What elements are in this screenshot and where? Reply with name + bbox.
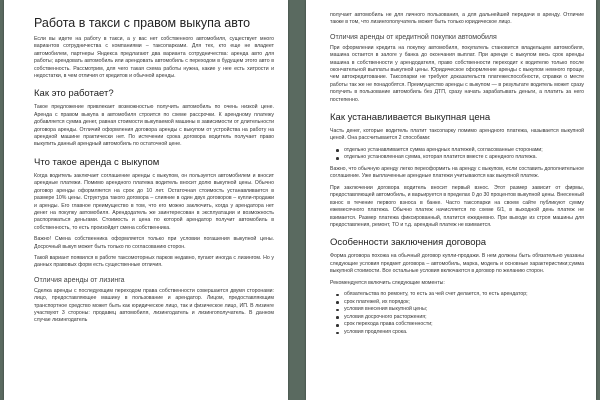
leasing-difference-paragraph: Сделка аренды с последующим переходом права собственности совершается двумя сторонами: лицо, предоставляющее машину в пользование и арендатор. Лицом, предоставляющим транспортное средство может быть как юридическое лицо, так и физическое лицо, ИП. В лизинге участвуют 3 стороны: продавец автомобиля, лизингодатель и лизингополучатель. В данном случае лизингодатель xyxy=(34,287,274,324)
document-page-left xyxy=(4,0,288,400)
list-item: отдельно установленная сумма, которая платится вместе с арендного платежа. xyxy=(344,154,584,162)
page-content xyxy=(4,0,288,325)
what-is-lease-paragraph-2: Важно! Смена собственника оформляется только при условии погашения выкупной цены. Досрочный выкуп может быть только по согласованию сторон. xyxy=(34,236,274,250)
continued-paragraph: получает автомобиль не для личного пользования, а для дальнейшей передачи в аренду. Отличие также в том, что лизингополучатель может быть только юридическое лицо. xyxy=(330,12,584,26)
contract-terms-list xyxy=(330,291,584,337)
how-it-works-paragraph: Такое предложение привлекает возможностью получить автомобиль по очень низкой цене. Аренда с правом выкупа в автомобиля строится по схеме рассрочки. К арендному платежу добавляется сумма денег, равная стоимости выкупаемой машины в зависимости от длительности договора аренды. Отличий оформления договора аренды с выкупом от устройства на работу на арендной машине практически нет. По истечении срока договора водитель получает право выкупить данный арендный автомобиль по остаточной цене. xyxy=(34,104,274,148)
heading-price: Как устанавливается выкупная цена xyxy=(330,112,491,124)
what-is-lease-paragraph-3: Такой вариант появился в работе таксомоторных парков недавно, пугают иногда с лизингом. Но у данных правовых форм есть существенные отличия. xyxy=(34,254,274,269)
what-is-lease-paragraph-1: Когда водитель заключает соглашение аренды с выкупом, он пользуется автомобилем и вносит арендные платежи. Помимо арендного платежа водитель вносит долю выкупной цены. Обычно договор аренды оформляется на срок до 10 лет. Остаточная стоимость устанавливается в размере 10% цены. Структура такого договора – слияние в один двух договоров – купли-продажи и аренды. Его главное преимущество в том, что его можно заключить, когда у арендатора нет денег на покупку автомобиля. Арендодатель же заинтересован в эксплуатации и возможность распоряжаться деньгами. Стоимость и цена по которой арендатор получит автомобиль в собственность, то есть произойдет смена собственника. xyxy=(34,172,274,231)
heading-credit-difference: Отличия аренды от кредитной покупки автомобиля xyxy=(330,33,497,41)
list-item: условия досрочного расторжения; xyxy=(344,314,584,322)
price-paragraph-2: Важно, что обычную аренду легко переоформить на аренду с выкупом, если составить дополнительное соглашение. Уже выплаченные арендные платежи учитываются как выкупной платеж. xyxy=(330,166,584,180)
list-item: срок платежей, их порядок; xyxy=(344,299,584,307)
list-item: условия внесения выкупной цены; xyxy=(344,306,584,314)
list-item: обязательства по ремонту, то есть за чей счет делается, то есть арендатор; xyxy=(344,291,584,299)
intro-paragraph: Если вы идете на работу в такси, а у вас нет собственного автомобиля, существует много вариантов сотрудничества с компаниями – таксопарками. Для тех, кто еще не владеет автомобилем, партнеры Яндекса предлагают два варианта сотрудничества: аренда авто для работы; арендовать автомобиль или арендовать автомобиль с переходом в будущем этого авто в собственность. Рассмотрим, для чего такая схема работы нужна, какие у нее есть хитрости и недостатки, в чем отличия от кредитов и обычной аренды. xyxy=(34,36,274,80)
list-item: срок перехода права собственности; xyxy=(344,321,584,329)
heading-what-is-lease: Что такое аренда с выкупом xyxy=(34,156,160,168)
credit-difference-paragraph: При оформлении кредита на покупку автомобиля, покупатель становится владельцем автомобиля, машина остается в залоге у банка до окончания выплат. При аренде с выкупом весь срок аренды машина в собственности у арендодателя, право собственности переходит к водителю только после окончательной выплаты выкупной цены. Юридическое оформление аренды с выкупом немного проще, чем автокредитование. Таксопарки не требуют доказательств платежеспособности, справки о месте работы так же не понадобятся. Преимущество аренды с выкупом — в результате водитель может сразу получить в пользование автомобиль без ДТП, сразу начать зарабатывать деньги, а платить за него постепенно. xyxy=(330,44,584,103)
document-title: Работа в такси с правом выкупа авто xyxy=(34,16,251,30)
heading-leasing-difference: Отличия аренды от лизинга xyxy=(34,276,125,284)
heading-contract-features: Особенности заключения договора xyxy=(330,237,487,249)
heading-how-it-works: Как это работает? xyxy=(34,88,114,100)
list-item: условия продления срока. xyxy=(344,329,584,337)
price-paragraph-3: При заключении договора водитель вносит первый взнос. Этот размер зависит от фирмы, предоставляющей автомобиль, и варьируется в пределах 0 до 30 процентов выкупной цены. Внесенный взнос в течение первого взноса в банке. Часто таксопарки на своем сайте публикуют сумму ежемесячного платежа. Обычно платеж начисляется по схеме 6/1, в выходной день платеж не взимается. Размер платежа фиксированный, платится ежедневно. При выходе из строя машины для предоставления, ремонт, ТО и т.д. арендный платеж не взимается. xyxy=(330,184,584,228)
contract-features-paragraph: Форма договора похожа на обычный договор купли-продажи. В нем должны быть обязательно указаны следующие условия предмет договора – автомобиль, марка, модель и основные характеристики;сумма выкупной стоимости. Все остальные условия включаются в договор по желанию сторон. xyxy=(330,253,584,275)
price-paragraph: Часть денег, которые водитель платит таксопарку помимо арендного платежа, называется выкупной ценой. Она рассчитывается 2 способами: xyxy=(330,128,584,142)
list-item: отдельно устанавливается сумма арендных платежей, согласованные сторонами; xyxy=(344,147,584,155)
page-content xyxy=(306,0,596,337)
document-page-right xyxy=(306,0,596,400)
price-method-list xyxy=(330,147,584,162)
contract-features-paragraph-2: Рекомендуется включить следующие моменты: xyxy=(330,279,445,286)
